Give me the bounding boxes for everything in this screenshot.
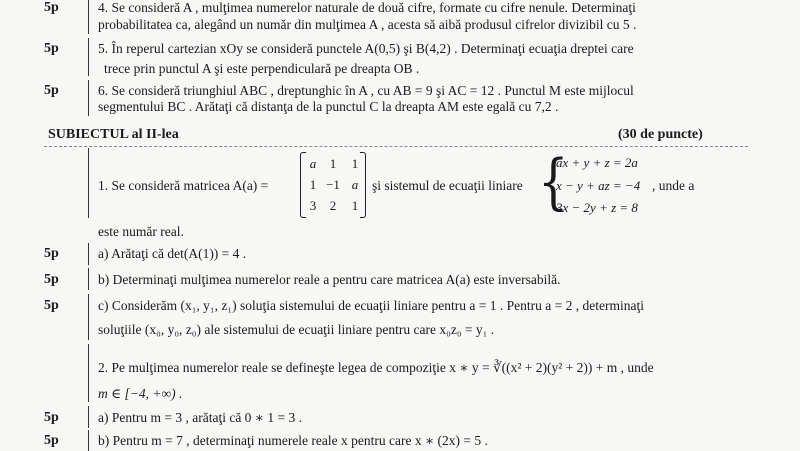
- section-title: SUBIECTUL al II-lea: [48, 127, 179, 142]
- item-4-line2: probabilitatea ca, alegând un număr din mulţimea A , acesta să aibă produsul cifrelor divizibil cu 5 .: [98, 17, 637, 32]
- item-4-line1: 4. Se consideră A , mulţimea numerelor naturale de două cifre, formate cu cifre nenule. Determinaţi: [98, 0, 636, 15]
- matrix-cell: 1: [329, 156, 337, 171]
- item-6-line1: 6. Se consideră triunghiul ABC , dreptunghic în A , cu AB = 9 şi AC = 12 . Punctul M este mijlocul: [98, 83, 634, 98]
- points-item-4: 5p: [44, 0, 59, 15]
- margin-bar: [88, 268, 89, 290]
- points-item-6: 5p: [44, 83, 59, 98]
- section-divider: [44, 146, 748, 147]
- margin-bar: [88, 0, 89, 34]
- problem-2b: b) Pentru m = 7 , determinaţi numerele reale x pentru care x ∗ (2x) = 5 .: [98, 433, 488, 448]
- item-5-line2: trece prin punctul A şi este perpendiculară pe dreapta OB .: [104, 61, 420, 76]
- margin-bar: [88, 430, 89, 451]
- item-6-line2: segmentului BC . Arătaţi că distanţa de la punctul C la dreapta AM este egală cu 7,2 .: [98, 99, 559, 114]
- equation-1: ax + y + z = 2a: [556, 155, 638, 170]
- matrix-cell: a: [351, 177, 359, 192]
- margin-bar: [88, 80, 89, 116]
- section-score: (30 de puncte): [618, 127, 703, 142]
- equation-3: 3x − 2y + z = 8: [556, 200, 638, 215]
- points-1c: 5p: [44, 298, 59, 313]
- matrix-cell: 2: [329, 198, 337, 213]
- system-intro: şi sistemul de ecuaţii liniare: [372, 178, 523, 193]
- points-item-5: 5p: [44, 41, 59, 56]
- matrix-cell: −1: [326, 177, 340, 192]
- problem-1b: b) Determinaţi mulţimea numerelor reale a pentru care matricea A(a) este inversabilă.: [98, 272, 561, 287]
- margin-bar: [88, 294, 89, 340]
- item-5-line1: 5. În reperul cartezian xOy se consideră punctele A(0,5) şi B(4,2) . Determinaţi ecuaţia dreptei care: [98, 41, 634, 56]
- problem-1-cont: este număr real.: [98, 224, 184, 239]
- matrix-cell: 1: [351, 198, 359, 213]
- problem-1c-line1: c) Considerăm (x₁, y₁, z₁) soluţia sistemului de ecuaţii liniare pentru a = 1 . Pentru a = 2 , determinaţi: [98, 298, 644, 313]
- margin-bar: [88, 406, 89, 428]
- margin-bar: [88, 148, 89, 218]
- points-2b: 5p: [44, 433, 59, 448]
- matrix-cell: 1: [309, 177, 317, 192]
- problem-2-cont: m ∈ [−4, +∞) .: [98, 386, 183, 401]
- problem-1-unde: , unde a: [652, 178, 695, 193]
- matrix-A: [300, 152, 370, 216]
- problem-1-intro: 1. Se consideră matricea A(a) =: [98, 178, 269, 193]
- margin-bar: [88, 344, 89, 402]
- points-1a: 5p: [44, 246, 59, 261]
- problem-2-intro: 2. Pe mulţimea numerelor reale se defineşte legea de compoziţie x ∗ y = ∛((x² + 2)(y² + 2)) + m , unde: [98, 360, 654, 375]
- problem-2a: a) Pentru m = 3 , arătaţi că 0 ∗ 1 = 3 .: [98, 410, 302, 425]
- margin-bar: [88, 38, 89, 76]
- matrix-cell: 3: [309, 198, 317, 213]
- points-2a: 5p: [44, 410, 59, 425]
- problem-1c-line2: soluţiile (x₀, y₀, z₀) ale sistemului de ecuaţii liniare pentru care x₀z₀ = y₁ .: [98, 322, 495, 337]
- points-1b: 5p: [44, 272, 59, 287]
- margin-bar: [88, 243, 89, 265]
- problem-1a: a) Arătaţi că det(A(1)) = 4 .: [98, 246, 247, 261]
- matrix-cell: 1: [351, 156, 359, 171]
- matrix-cell: a: [309, 156, 317, 171]
- system-brace: {: [538, 147, 569, 217]
- equation-2: x − y + az = −4: [556, 178, 641, 193]
